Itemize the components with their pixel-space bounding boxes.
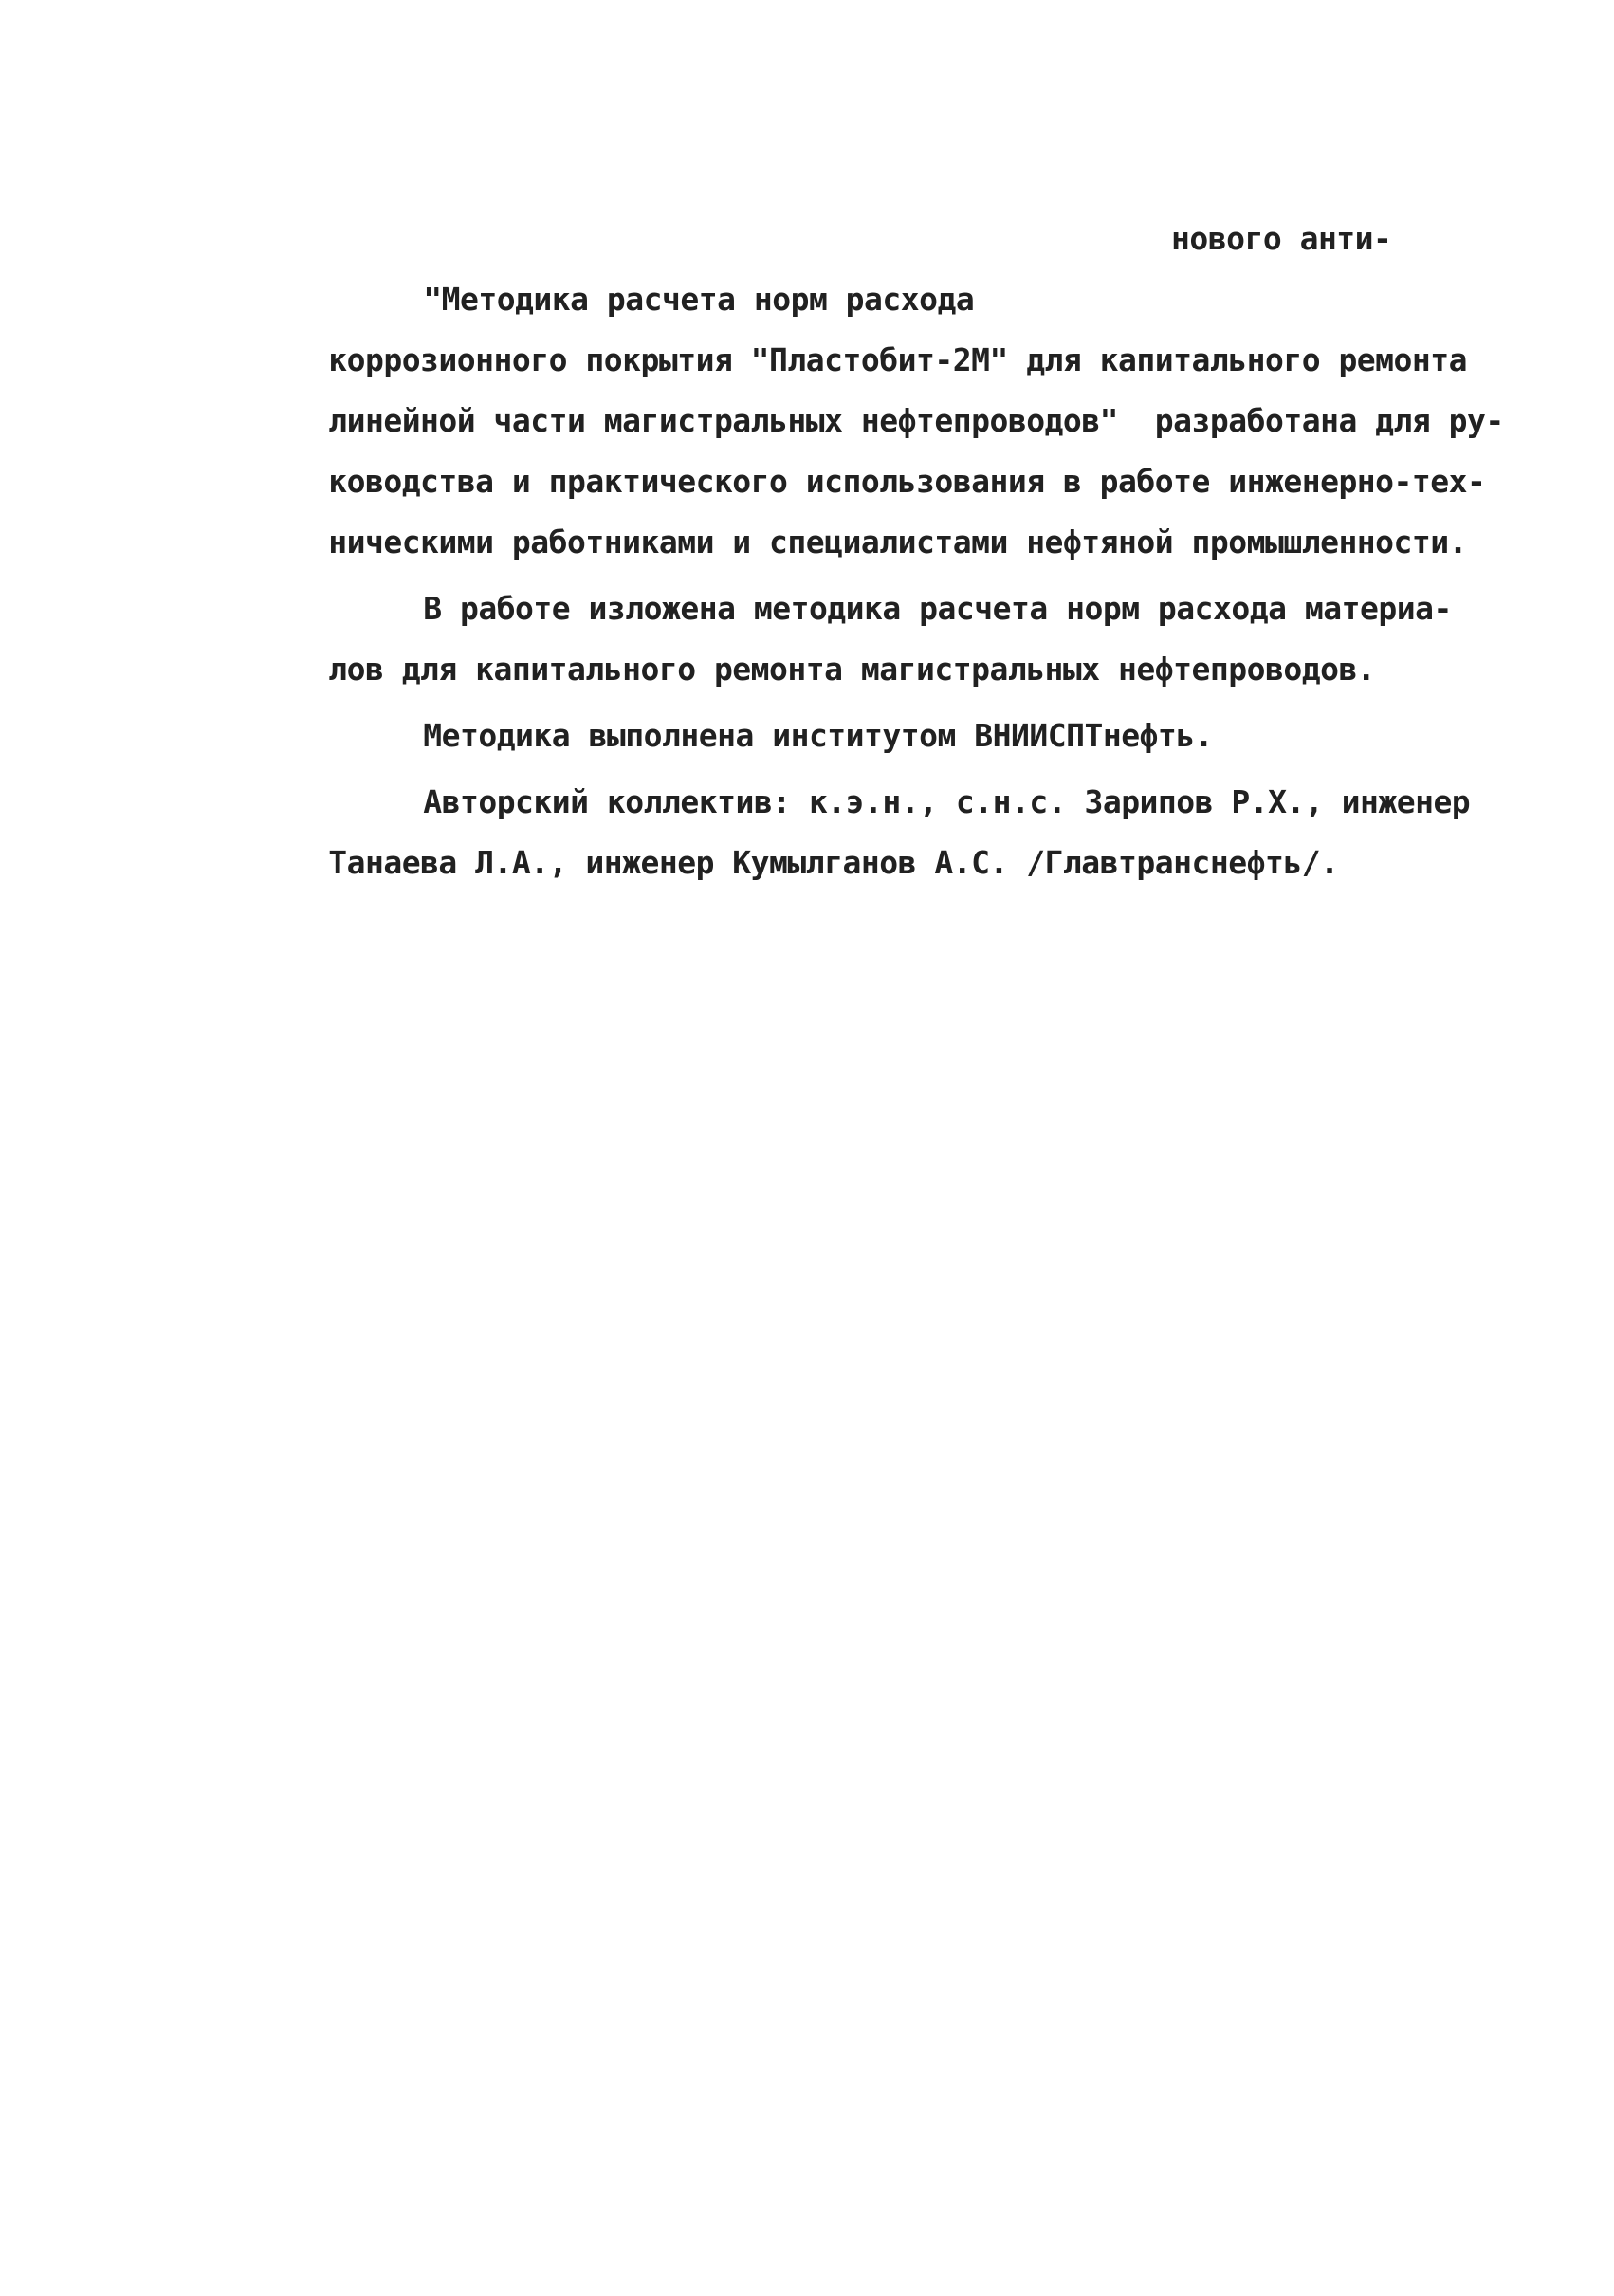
para1-line3-text: линейной части магистральных нефтепроводов" разработана для ру- bbox=[328, 402, 1504, 439]
para1-line4-text: ководства и практического использования в работе инженерно-тех- bbox=[328, 463, 1486, 500]
para1-line5-text: ническими работниками и специалистами нефтяной промышленности. bbox=[328, 523, 1468, 560]
para1-line1-start: "Методика расчета норм расхода bbox=[423, 281, 975, 318]
para4-line1 bbox=[218, 711, 1471, 820]
para3-line1 bbox=[218, 645, 1441, 754]
para3-line1-text: Методика выполнена институтом ВНИИСПТнефть. bbox=[423, 717, 1214, 754]
para1-line2-text: коррозионного покрытия "Пластобит-2М" для капитального ремонта bbox=[328, 341, 1468, 378]
para4-line2-text: Танаева Л.А., инженер Кумылганов А.С. /Главтранснефть/. bbox=[328, 844, 1339, 881]
document-text bbox=[218, 209, 1504, 881]
para1-line2 bbox=[218, 269, 1468, 378]
para2-line2-text: лов для капитального ремонта магистральных нефтепроводов. bbox=[328, 651, 1376, 688]
para2-line1-text: В работе изложена методика расчета норм расхода материа- bbox=[423, 590, 1452, 627]
para2-line2 bbox=[218, 579, 1441, 688]
para1-line5 bbox=[218, 451, 1468, 560]
para1-line4 bbox=[218, 391, 1486, 500]
para1-line1 bbox=[218, 209, 1441, 318]
para1-line1-end: нового анти- bbox=[1171, 220, 1392, 257]
para4-line2 bbox=[218, 772, 1441, 881]
para2-line1 bbox=[218, 518, 1452, 627]
para1-line3 bbox=[218, 330, 1504, 439]
para4-line1-text: Авторский коллектив: к.э.н., с.н.с. Зарипов Р.Х., инженер bbox=[423, 783, 1471, 820]
